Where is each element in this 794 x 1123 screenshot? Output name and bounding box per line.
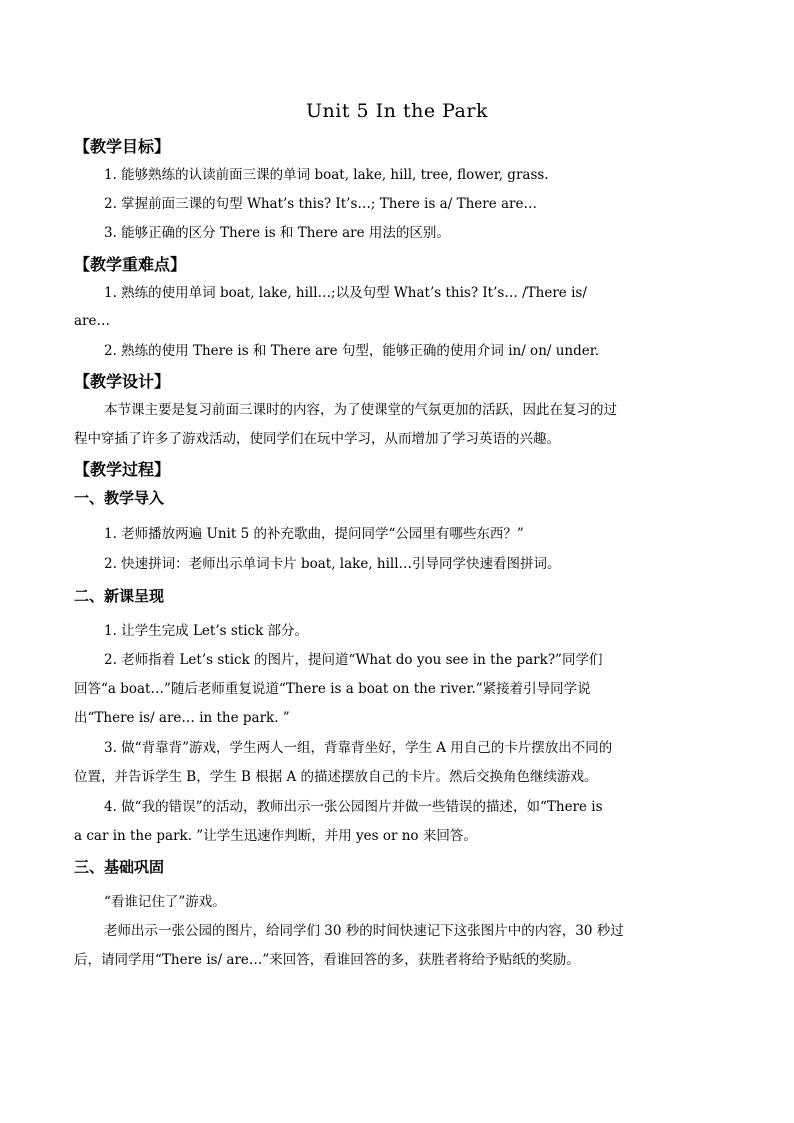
- process-part-1-item-2: 2. 快速拼词：老师出示单词卡片 boat, lake, hill…引导同学快速看图拼词。: [104, 556, 561, 572]
- heading-key-points: 【教学重难点】: [74, 255, 187, 274]
- process-part-2-item-3-line-1: 3. 做“背靠背”游戏，学生两人一组，背靠背坐好，学生 A 用自己的卡片摆放出不同的: [104, 740, 613, 756]
- process-part-2-item-2-line-2: 回答“a boat…”随后老师重复说道“There is a boat on the river.”紧接着引导同学说: [74, 681, 591, 697]
- process-part-1-item-1: 1. 老师播放两遍 Unit 5 的补充歌曲，提问同学“公园里有哪些东西？”: [104, 526, 524, 542]
- heading-design: 【教学设计】: [74, 372, 171, 391]
- process-part-3-line-2: 老师出示一张公园的图片，给同学们 30 秒的时间快速记下这张图片中的内容，30 秒过: [104, 923, 624, 939]
- objective-item-1: 1. 能够熟练的认读前面三课的单词 boat, lake, hill, tree, flower, grass.: [104, 167, 549, 183]
- key-point-2: 2. 熟练的使用 There is 和 There are 句型，能够正确的使用介词 in/ on/ under.: [104, 343, 600, 359]
- key-point-1-line-2: are…: [74, 313, 110, 329]
- heading-objectives: 【教学目标】: [74, 137, 171, 156]
- design-line-2: 程中穿插了许多了游戏活动，使同学们在玩中学习，从而增加了学习英语的兴趣。: [74, 431, 560, 447]
- process-part-3-line-1: “看谁记住了”游戏。: [104, 894, 226, 910]
- process-part-1-heading: 一、教学导入: [74, 489, 165, 507]
- process-part-3-heading: 三、基础巩固: [74, 858, 165, 876]
- process-part-2-item-2-line-1: 2. 老师指着 Let’s stick 的图片，提问道“What do you see in the park?”同学们: [104, 652, 603, 668]
- process-part-2-item-2-line-3: 出“There is/ are… in the park. ”: [74, 710, 290, 726]
- objective-item-2: 2. 掌握前面三课的句型 What’s this? It’s…; There is a/ There are…: [104, 196, 537, 212]
- process-part-2-item-4-line-2: a car in the park. ”让学生迅速作判断，并用 yes or no 来回答。: [74, 828, 477, 844]
- document-title: Unit 5 In the Park: [306, 100, 488, 122]
- process-part-2-heading: 二、新课呈现: [74, 587, 165, 605]
- process-part-2-item-1: 1. 让学生完成 Let’s stick 部分。: [104, 623, 309, 639]
- heading-process: 【教学过程】: [74, 460, 171, 479]
- process-part-3-line-3: 后，请同学用“There is/ are…”来回答，看谁回答的多，获胜者将给予贴纸的奖励。: [74, 952, 580, 968]
- objective-item-3: 3. 能够正确的区分 There is 和 There are 用法的区别。: [104, 225, 450, 241]
- key-point-1-line-1: 1. 熟练的使用单词 boat, lake, hill…;以及句型 What’s this? It’s… /There is/: [104, 285, 587, 301]
- design-line-1: 本节课主要是复习前面三课时的内容，为了使课堂的气氛更加的活跃，因此在复习的过: [104, 402, 617, 418]
- process-part-2-item-4-line-1: 4. 做“我的错误”的活动，教师出示一张公园图片并做一些错误的描述，如“There is: [104, 799, 603, 815]
- process-part-2-item-3-line-2: 位置，并告诉学生 B，学生 B 根据 A 的描述摆放自己的卡片。然后交换角色继续游戏。: [74, 769, 598, 785]
